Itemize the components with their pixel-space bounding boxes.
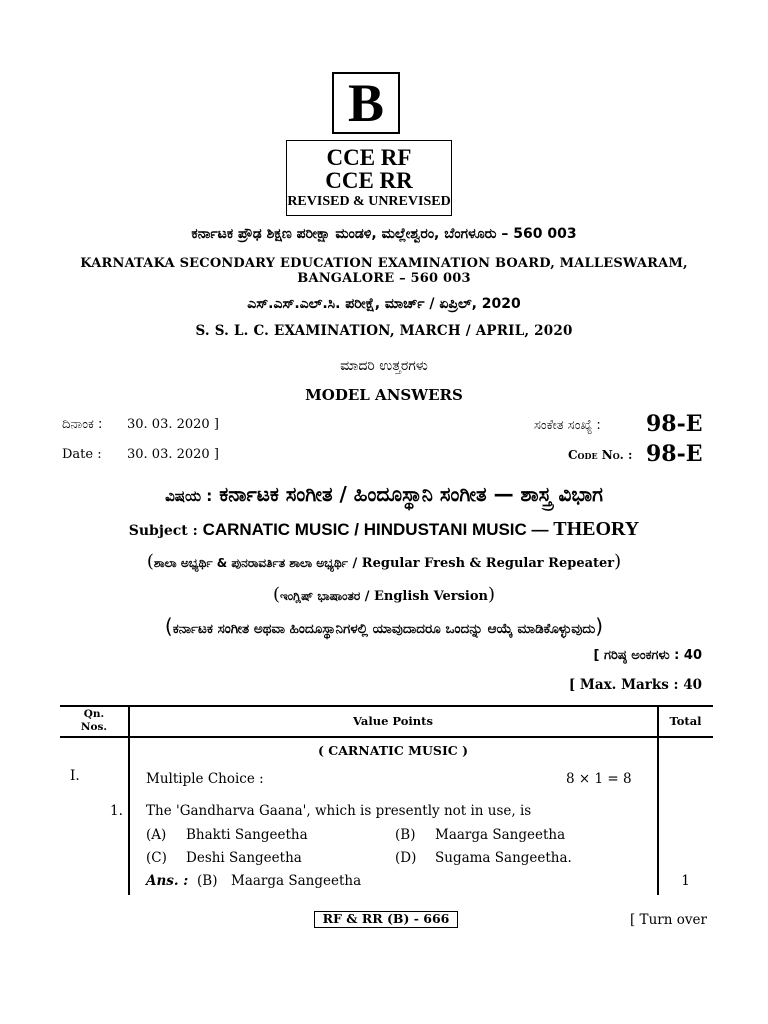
revised-label: REVISED & UNREVISED — [287, 194, 451, 209]
option-b-key: (B) — [395, 827, 416, 843]
subject-english-prefix: Subject : — [128, 523, 198, 539]
candidate-type-english: / Regular Fresh & Regular Repeater — [352, 556, 615, 571]
board-name-english-1: KARNATAKA SECONDARY EDUCATION EXAMINATION BOARD, MALLESWARAM, — [80, 256, 688, 271]
section-title: ( CARNATIC MUSIC ) — [317, 743, 469, 758]
subject-english-text: CARNATIC MUSIC / HINDUSTANI MUSIC — — [202, 520, 554, 539]
option-c-key: (C) — [146, 850, 167, 866]
subject-kannada — [0, 482, 768, 506]
col-header-qn-line1: Qn. — [83, 708, 105, 720]
col-header-qn — [60, 708, 128, 734]
question-number: I. — [70, 768, 80, 784]
exam-kannada: ಎಸ್.ಎಸ್.ಎಲ್.ಸಿ. ಪರೀಕ್ಷೆ, ಮಾರ್ಚ್ / ಏಪ್ರಿಲ್, 2020 — [247, 296, 521, 312]
item-text: The 'Gandharva Gaana', which is presently not in use, is — [146, 803, 532, 819]
version-english: / English Version — [364, 589, 488, 604]
table-col-divider-2 — [657, 705, 659, 895]
board-name-kannada: ಕರ್ನಾಟಕ ಪ್ರೌಢ ಶಿಕ್ಷಣ ಪರೀಕ್ಷಾ ಮಂಡಳಿ, ಮಲ್ಲೇಶ್ವರಂ, ಬೆಂಗಳೂರು – 560 003 — [191, 226, 577, 242]
subject-theory: THEORY — [553, 518, 640, 540]
version-kannada: ಇಂಗ್ಲಿಷ್ ಭಾಷಾಂತರ — [279, 589, 361, 603]
code-label-english: Code No. : — [568, 448, 633, 462]
answer-text: Maarga Sangeetha — [231, 873, 362, 889]
date-label-english: Date : — [62, 447, 102, 462]
answer-mark: 1 — [681, 873, 690, 889]
table-top-border — [60, 705, 713, 707]
answer-label: Ans. : — [146, 873, 189, 889]
model-answers-english: MODEL ANSWERS — [305, 386, 463, 404]
instruction-kannada-text: ಕರ್ನಾಟಕ ಸಂಗೀತ ಅಥವಾ ಹಿಂದೂಸ್ಥಾನಿಗಳಲ್ಲಿ ಯಾವುದಾದರೂ ಒಂದನ್ನು ಆಯ್ಕೆ ಮಾಡಿಕೊಳ್ಳುವುದು — [172, 621, 596, 637]
date-value-kannada: 30. 03. 2020 ] — [127, 417, 219, 432]
table-col-divider-1 — [128, 705, 130, 895]
table-header-border — [60, 736, 713, 738]
subject-kannada-text: ಕರ್ನಾಟಕ ಸಂಗೀತ / ಹಿಂದೂಸ್ಥಾನಿ ಸಂಗೀತ — ಶಾಸ್ತ್ರ ವಿಭಾಗ — [219, 482, 603, 506]
option-d-text: Sugama Sangeetha. — [435, 850, 572, 866]
max-marks-kannada-text: [ ಗರಿಷ್ಠ ಅಂಕಗಳು : 40 — [593, 648, 702, 663]
subject-kannada-prefix: ವಿಷಯ : — [165, 487, 213, 505]
option-a-key: (A) — [146, 827, 167, 843]
option-a-text: Bhakti Sangeetha — [186, 827, 308, 843]
candidate-type-kannada: ಶಾಲಾ ಅಭ್ಯರ್ಥಿ & ಪುನರಾವರ್ತಿತ ಶಾಲಾ ಅಭ್ಯರ್ಥಿ — [153, 556, 348, 570]
version: (ಇಂಗ್ಲಿಷ್ ಭಾಷಾಂತರ / English Version) — [272, 584, 496, 605]
code-value-english: 98-E — [646, 441, 703, 467]
col-header-value-points: Value Points — [353, 714, 433, 728]
set-letter: B — [332, 72, 400, 134]
max-marks-english: [ Max. Marks : 40 — [568, 677, 702, 693]
code-value-kannada: 98-E — [646, 411, 703, 437]
exam-english: S. S. L. C. EXAMINATION, MARCH / APRIL, 2020 — [195, 323, 573, 339]
instruction-kannada: (ಕರ್ನಾಟಕ ಸಂಗೀತ ಅಥವಾ ಹಿಂದೂಸ್ಥಾನಿಗಳಲ್ಲಿ ಯಾವುದಾದರೂ ಒಂದನ್ನು ಆಯ್ಕೆ ಮಾಡಿಕೊಳ್ಳುವುದು) — [164, 614, 604, 638]
question-marks: 8 × 1 = 8 — [566, 771, 632, 787]
option-b-text: Maarga Sangeetha — [435, 827, 566, 843]
subject-english — [0, 518, 768, 541]
date-value-english: 30. 03. 2020 ] — [127, 447, 219, 462]
item-number: 1. — [110, 803, 123, 819]
question-title: Multiple Choice : — [146, 771, 264, 787]
board-name-english-2: BANGALORE – 560 003 — [297, 271, 471, 286]
cce-box — [286, 140, 452, 216]
turn-over: [ Turn over — [630, 912, 707, 928]
option-c-text: Deshi Sangeetha — [186, 850, 302, 866]
max-marks-kannada — [594, 648, 702, 663]
cce-rr: CCE RR — [325, 168, 413, 193]
candidate-type: (ಶಾಲಾ ಅಭ್ಯರ್ಥಿ & ಪುನರಾವರ್ತಿತ ಶಾಲಾ ಅಭ್ಯರ್ಥಿ / Regular Fresh & Regular Repeater) — [146, 551, 622, 572]
model-answers-kannada: ಮಾದರಿ ಉತ್ತರಗಳು — [340, 358, 428, 374]
col-header-total: Total — [669, 714, 702, 728]
col-header-qn-line2: Nos. — [80, 721, 108, 733]
option-d-key: (D) — [395, 850, 417, 866]
footer-code: RF & RR (B) - 666 — [314, 911, 458, 928]
cce-rf: CCE RF — [326, 145, 412, 170]
date-label-kannada: ದಿನಾಂಕ : — [62, 417, 103, 432]
code-label-kannada: ಸಂಕೇತ ಸಂಖ್ಯೆ : — [534, 418, 601, 433]
answer-key: (B) — [197, 873, 218, 889]
